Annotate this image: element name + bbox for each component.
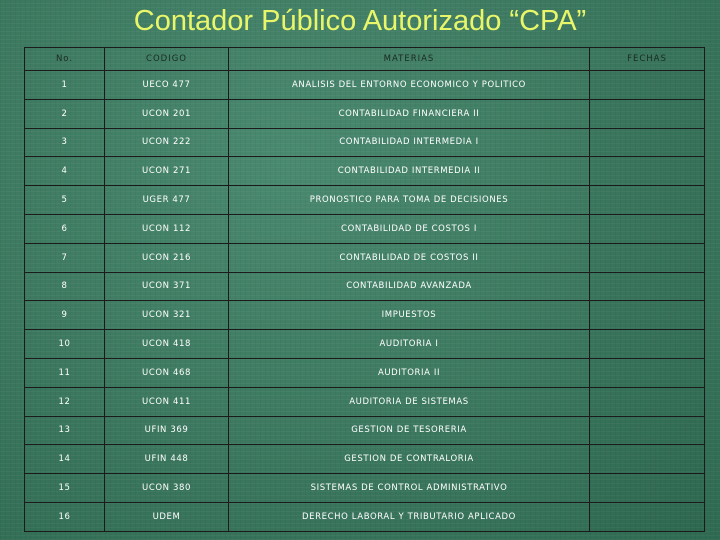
cell-fecha	[590, 99, 705, 128]
cell-num: 11	[25, 358, 105, 387]
cell-codigo: UGER 477	[105, 186, 229, 215]
cell-materia: CONTABILIDAD DE COSTOS II	[229, 243, 590, 272]
cell-fecha	[590, 416, 705, 445]
table-row	[25, 445, 705, 474]
cell-codigo: UCON 222	[105, 128, 229, 157]
cell-num: 3	[25, 128, 105, 157]
header-fechas: FECHAS	[590, 48, 705, 71]
cell-fecha	[590, 330, 705, 359]
table-row	[25, 272, 705, 301]
cell-codigo: UCON 411	[105, 387, 229, 416]
table-row	[25, 387, 705, 416]
cell-materia: ANALISIS DEL ENTORNO ECONOMICO Y POLITICO	[229, 71, 590, 100]
cell-materia: AUDITORIA DE SISTEMAS	[229, 387, 590, 416]
header-num: No.	[25, 48, 105, 71]
cell-materia: IMPUESTOS	[229, 301, 590, 330]
cell-num: 16	[25, 502, 105, 531]
cell-materia: PRONOSTICO PARA TOMA DE DECISIONES	[229, 186, 590, 215]
cell-fecha	[590, 301, 705, 330]
table-row	[25, 186, 705, 215]
table-row	[25, 243, 705, 272]
cell-fecha	[590, 214, 705, 243]
cell-num: 5	[25, 186, 105, 215]
table-row	[25, 416, 705, 445]
header-materias: MATERIAS	[229, 48, 590, 71]
cell-materia: CONTABILIDAD DE COSTOS I	[229, 214, 590, 243]
cell-materia: CONTABILIDAD INTERMEDIA II	[229, 157, 590, 186]
cell-num: 14	[25, 445, 105, 474]
cell-codigo: UFIN 369	[105, 416, 229, 445]
cell-codigo: UCON 380	[105, 474, 229, 503]
header-codigo: CODIGO	[105, 48, 229, 71]
cell-num: 15	[25, 474, 105, 503]
cell-fecha	[590, 502, 705, 531]
table-row	[25, 99, 705, 128]
cell-num: 10	[25, 330, 105, 359]
cell-codigo: UCON 371	[105, 272, 229, 301]
subjects-table	[24, 47, 705, 532]
table-row	[25, 157, 705, 186]
cell-codigo: UCON 201	[105, 99, 229, 128]
cell-fecha	[590, 243, 705, 272]
cell-materia: CONTABILIDAD AVANZADA	[229, 272, 590, 301]
cell-fecha	[590, 128, 705, 157]
cell-fecha	[590, 474, 705, 503]
slide-title: Contador Público Autorizado “CPA”	[133, 5, 587, 37]
cell-fecha	[590, 387, 705, 416]
cell-materia: AUDITORIA I	[229, 330, 590, 359]
cell-fecha	[590, 358, 705, 387]
cell-materia: AUDITORIA II	[229, 358, 590, 387]
cell-num: 6	[25, 214, 105, 243]
table-row	[25, 301, 705, 330]
table-header-row	[25, 48, 705, 71]
cell-materia: CONTABILIDAD FINANCIERA II	[229, 99, 590, 128]
cell-codigo: UDEM	[105, 502, 229, 531]
cell-fecha	[590, 157, 705, 186]
cell-num: 8	[25, 272, 105, 301]
cell-num: 1	[25, 71, 105, 100]
cell-num: 12	[25, 387, 105, 416]
cell-fecha	[590, 186, 705, 215]
cell-materia: CONTABILIDAD INTERMEDIA I	[229, 128, 590, 157]
cell-num: 4	[25, 157, 105, 186]
cell-codigo: UCON 321	[105, 301, 229, 330]
cell-codigo: UCON 468	[105, 358, 229, 387]
cell-fecha	[590, 272, 705, 301]
cell-codigo: UCON 271	[105, 157, 229, 186]
table-row	[25, 128, 705, 157]
cell-codigo: UFIN 448	[105, 445, 229, 474]
cell-codigo: UECO 477	[105, 71, 229, 100]
cell-materia: GESTION DE CONTRALORIA	[229, 445, 590, 474]
cell-codigo: UCON 216	[105, 243, 229, 272]
cell-num: 9	[25, 301, 105, 330]
table-row	[25, 71, 705, 100]
cell-materia: DERECHO LABORAL Y TRIBUTARIO APLICADO	[229, 502, 590, 531]
cell-codigo: UCON 418	[105, 330, 229, 359]
table-row	[25, 358, 705, 387]
cell-fecha	[590, 445, 705, 474]
table-row	[25, 214, 705, 243]
cell-materia: SISTEMAS DE CONTROL ADMINISTRATIVO	[229, 474, 590, 503]
cell-codigo: UCON 112	[105, 214, 229, 243]
cell-fecha	[590, 71, 705, 100]
cell-num: 13	[25, 416, 105, 445]
table-row	[25, 502, 705, 531]
cell-num: 7	[25, 243, 105, 272]
cell-num: 2	[25, 99, 105, 128]
table-row	[25, 330, 705, 359]
cell-materia: GESTION DE TESORERIA	[229, 416, 590, 445]
table-row	[25, 474, 705, 503]
